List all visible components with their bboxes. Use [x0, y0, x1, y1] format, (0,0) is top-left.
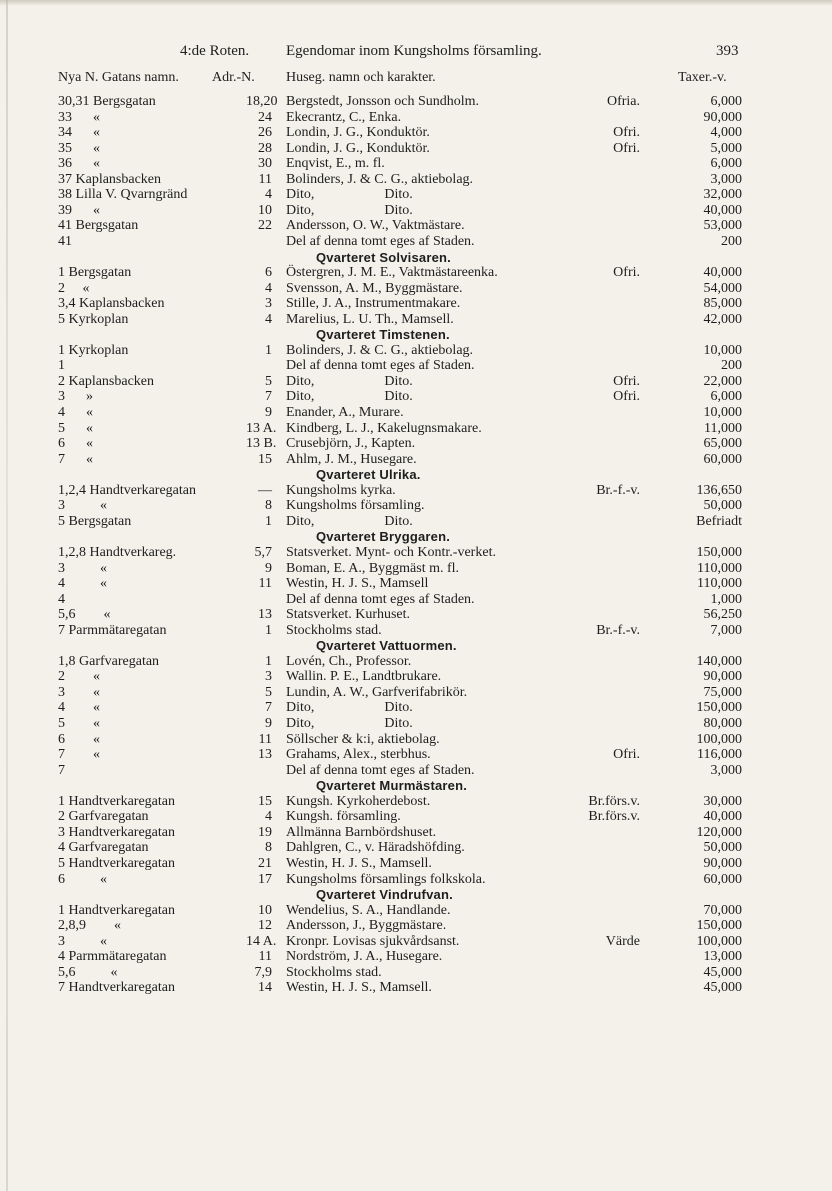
street-address: 5,6 « [58, 607, 111, 622]
property-row [0, 655, 832, 669]
property-row [0, 173, 832, 187]
owner-name: Lovén, Ch., Professor. [286, 654, 412, 669]
owner-name: Kungsholms kyrka. [286, 483, 396, 498]
owner-name: Kindberg, L. J., Kakelugnsmakare. [286, 421, 482, 436]
address-number: 8 [265, 498, 272, 513]
address-number: 22 [258, 218, 272, 233]
owner-name: Stille, J. A., Instrumentmakare. [286, 296, 461, 311]
property-row [0, 686, 832, 700]
property-row [0, 624, 832, 638]
street-address: 7 Parmmätaregatan [58, 623, 167, 638]
address-number: 7 [265, 389, 272, 404]
address-number: 24 [258, 110, 272, 125]
owner-name: Wallin. P. E., Landtbrukare. [286, 669, 442, 684]
street-address: 34 « [58, 125, 100, 140]
address-number: 8 [265, 840, 272, 855]
property-row [0, 701, 832, 715]
address-number: 10 [258, 203, 272, 218]
tax-value: 40,000 [703, 203, 742, 218]
street-address: 5,6 « [58, 965, 118, 980]
address-number: 7 [265, 700, 272, 715]
owner-name: Bolinders, J. & C. G., aktiebolag. [286, 343, 474, 358]
page-top-edge [0, 0, 832, 6]
address-number: 12 [258, 918, 272, 933]
address-number: 11 [258, 732, 272, 747]
owner-name: Del af denna tomt eges af Staden. [286, 763, 475, 778]
street-address: 1 Kyrkoplan [58, 343, 129, 358]
owner-name: Dito, Dito. [286, 187, 413, 202]
street-address: 5 « [58, 716, 100, 731]
street-address: 7 « [58, 452, 93, 467]
property-row [0, 950, 832, 964]
property-row [0, 453, 832, 467]
address-number: 6 [265, 265, 272, 280]
street-address: 1,2,8 Handtverkareg. [58, 545, 177, 560]
owner-name: Dahlgren, C., v. Häradshöfding. [286, 840, 465, 855]
property-row [0, 344, 832, 358]
street-address: 4 Parmmätaregatan [58, 949, 167, 964]
property-row [0, 919, 832, 933]
street-address: 1,2,4 Handtverkaregatan [58, 483, 196, 498]
owner-name: Crusebjörn, J., Kapten. [286, 436, 416, 451]
street-address: 1 Handtverkaregatan [58, 794, 175, 809]
owner-name: Söllscher & k:i, aktiebolag. [286, 732, 440, 747]
owner-name: Andersson, O. W., Vaktmästare. [286, 218, 465, 233]
address-number: 9 [265, 716, 272, 731]
tax-value: 53,000 [703, 218, 742, 233]
ownership-note: Br.förs.v. [588, 794, 640, 809]
property-row [0, 981, 832, 995]
street-address: 3 » [58, 389, 93, 404]
property-row [0, 562, 832, 576]
address-number: — [258, 483, 272, 498]
owner-name: Ekecrantz, C., Enka. [286, 110, 402, 125]
address-number: 14 [258, 980, 272, 995]
address-number: 1 [265, 654, 272, 669]
street-address: 41 [58, 234, 72, 249]
owner-name: Kungsh. Kyrkoherdebost. [286, 794, 431, 809]
quarter-heading: Qvarteret Solvisaren. [316, 250, 451, 265]
owner-name: Bolinders, J. & C. G., aktiebolag. [286, 172, 474, 187]
tax-value: 54,000 [703, 281, 742, 296]
tax-value: 120,000 [696, 825, 742, 840]
tax-value: 65,000 [703, 436, 742, 451]
address-number: 15 [258, 794, 272, 809]
ownership-note: Br.-f.-v. [596, 623, 640, 638]
owner-name: Enqvist, E., m. fl. [286, 156, 385, 171]
street-address: 3 « [58, 685, 100, 700]
owner-name: Westin, H. J. S., Mamsell. [286, 980, 432, 995]
tax-value: 150,000 [696, 918, 742, 933]
street-address: 35 « [58, 141, 100, 156]
header-title: Egendomar inom Kungsholms församling. [286, 43, 542, 59]
property-row [0, 422, 832, 436]
property-row [0, 873, 832, 887]
address-number: 4 [265, 809, 272, 824]
address-number: 26 [258, 125, 272, 140]
tax-value: 100,000 [696, 934, 742, 949]
property-row [0, 204, 832, 218]
address-number: 1 [265, 343, 272, 358]
property-row [0, 764, 832, 778]
street-address: 5 « [58, 421, 93, 436]
tax-value: 32,000 [703, 187, 742, 202]
owner-name: Nordström, J. A., Husegare. [286, 949, 443, 964]
owner-name: Dito, Dito. [286, 203, 413, 218]
street-address: 1 Bergsgatan [58, 265, 132, 280]
tax-value: 50,000 [703, 840, 742, 855]
tax-value: 6,000 [710, 94, 742, 109]
street-address: 3 « [58, 561, 107, 576]
street-address: 7 Handtverkaregatan [58, 980, 175, 995]
owner-name: Kungsholms församlings folkskola. [286, 872, 486, 887]
tax-value: 30,000 [703, 794, 742, 809]
tax-value: 22,000 [703, 374, 742, 389]
address-number: 1 [265, 514, 272, 529]
property-row [0, 406, 832, 420]
property-row [0, 484, 832, 498]
column-header-street: Nya N. Gatans namn. [58, 70, 179, 85]
tax-value: 70,000 [703, 903, 742, 918]
owner-name: Boman, E. A., Byggmäst m. fl. [286, 561, 460, 576]
address-number: 4 [265, 312, 272, 327]
address-number: 3 [265, 296, 272, 311]
tax-value: 75,000 [703, 685, 742, 700]
property-row [0, 359, 832, 373]
address-number: 13 A. [246, 421, 277, 436]
owner-name: Londin, J. G., Konduktör. [286, 141, 430, 156]
tax-value: 60,000 [703, 452, 742, 467]
ownership-note: Ofri. [613, 389, 640, 404]
ownership-note: Ofri. [613, 747, 640, 762]
property-row [0, 515, 832, 529]
property-row [0, 841, 832, 855]
owner-name: Wendelius, S. A., Handlande. [286, 903, 451, 918]
tax-value: Befriadt [696, 514, 742, 529]
address-number: 15 [258, 452, 272, 467]
street-address: 4 « [58, 700, 100, 715]
tax-value: 50,000 [703, 498, 742, 513]
ownership-note: Ofria. [606, 94, 640, 109]
owner-name: Grahams, Alex., sterbhus. [286, 747, 431, 762]
address-number: 19 [258, 825, 272, 840]
street-address: 2 « [58, 281, 90, 296]
tax-value: 90,000 [703, 110, 742, 125]
street-address: 36 « [58, 156, 100, 171]
tax-value: 3,000 [710, 763, 742, 778]
street-address: 3,4 Kaplansbacken [58, 296, 165, 311]
street-address: 1,8 Garfvaregatan [58, 654, 160, 669]
ownership-note: Br.förs.v. [588, 809, 640, 824]
ownership-note: Ofri. [613, 141, 640, 156]
property-row [0, 966, 832, 980]
property-row [0, 608, 832, 622]
owner-name: Stockholms stad. [286, 623, 382, 638]
property-row [0, 904, 832, 918]
street-address: 5 Kyrkoplan [58, 312, 129, 327]
street-address: 37 Kaplansbacken [58, 172, 162, 187]
owner-name: Bergstedt, Jonsson och Sundholm. [286, 94, 480, 109]
property-row [0, 157, 832, 171]
owner-name: Östergren, J. M. E., Vaktmästareenka. [286, 265, 498, 280]
address-number: 13 [258, 607, 272, 622]
tax-value: 100,000 [696, 732, 742, 747]
street-address: 6 « [58, 872, 107, 887]
tax-value: 150,000 [696, 545, 742, 560]
property-row [0, 717, 832, 731]
address-number: 30 [258, 156, 272, 171]
street-address: 30,31 Bergsgatan [58, 94, 156, 109]
tax-value: 110,000 [697, 576, 742, 591]
property-row [0, 142, 832, 156]
street-address: 4 Garfvaregatan [58, 840, 149, 855]
street-address: 6 « [58, 732, 100, 747]
tax-value: 80,000 [703, 716, 742, 731]
address-number: 5 [265, 374, 272, 389]
street-address: 2 Garfvaregatan [58, 809, 149, 824]
street-address: 2,8,9 « [58, 918, 121, 933]
owner-name: Westin, H. J. S., Mamsell. [286, 856, 432, 871]
owner-name: Kungsh. församling. [286, 809, 401, 824]
property-row [0, 235, 832, 249]
street-address: 3 « [58, 498, 107, 513]
owner-name: Dito, Dito. [286, 374, 413, 389]
street-address: 2 « [58, 669, 100, 684]
column-header-owner: Huseg. namn och karakter. [286, 70, 436, 85]
tax-value: 1,000 [710, 592, 742, 607]
address-number: 21 [258, 856, 272, 871]
property-row [0, 935, 832, 949]
property-row [0, 297, 832, 311]
owner-name: Dito, Dito. [286, 514, 413, 529]
property-row [0, 437, 832, 451]
column-header-tax: Taxer.-v. [678, 70, 727, 85]
address-number: 13 B. [246, 436, 277, 451]
tax-value: 140,000 [696, 654, 742, 669]
street-address: 39 « [58, 203, 100, 218]
ownership-note: Värde [605, 934, 640, 949]
address-number: 1 [265, 623, 272, 638]
tax-value: 90,000 [703, 856, 742, 871]
street-address: 4 « [58, 576, 107, 591]
street-address: 2 Kaplansbacken [58, 374, 155, 389]
address-number: 4 [265, 187, 272, 202]
property-row [0, 546, 832, 560]
owner-name: Kronpr. Lovisas sjukvårdsanst. [286, 934, 460, 949]
owner-name: Del af denna tomt eges af Staden. [286, 234, 475, 249]
property-row [0, 375, 832, 389]
property-row [0, 748, 832, 762]
tax-value: 200 [721, 358, 742, 373]
street-address: 5 Handtverkaregatan [58, 856, 175, 871]
owner-name: Statsverket. Kurhuset. [286, 607, 411, 622]
address-number: 11 [258, 172, 272, 187]
property-row [0, 188, 832, 202]
tax-value: 3,000 [710, 172, 742, 187]
tax-value: 116,000 [697, 747, 742, 762]
tax-value: 150,000 [696, 700, 742, 715]
owner-name: Dito, Dito. [286, 700, 413, 715]
owner-name: Westin, H. J. S., Mamsell [286, 576, 429, 591]
header-district: 4:de Roten. [180, 43, 250, 59]
owner-name: Svensson, A. M., Byggmästare. [286, 281, 463, 296]
address-number: 11 [258, 949, 272, 964]
property-row [0, 111, 832, 125]
owner-name: Dito, Dito. [286, 716, 413, 731]
tax-value: 7,000 [710, 623, 742, 638]
quarter-heading: Qvarteret Bryggaren. [316, 529, 451, 544]
tax-value: 200 [721, 234, 742, 249]
property-row [0, 95, 832, 109]
address-number: 4 [265, 281, 272, 296]
street-address: 1 Handtverkaregatan [58, 903, 175, 918]
tax-value: 10,000 [703, 405, 742, 420]
property-row [0, 810, 832, 824]
address-number: 17 [258, 872, 272, 887]
tax-value: 5,000 [710, 141, 742, 156]
owner-name: Marelius, L. U. Th., Mamsell. [286, 312, 454, 327]
owner-name: Statsverket. Mynt- och Kontr.-verket. [286, 545, 496, 560]
property-row [0, 593, 832, 607]
property-row [0, 795, 832, 809]
street-address: 38 Lilla V. Qvarngränd [58, 187, 188, 202]
tax-value: 4,000 [710, 125, 742, 140]
address-number: 9 [265, 561, 272, 576]
tax-value: 40,000 [703, 265, 742, 280]
tax-value: 60,000 [703, 872, 742, 887]
property-row [0, 577, 832, 591]
page-number: 393 [716, 43, 739, 59]
property-row [0, 733, 832, 747]
address-number: 3 [265, 669, 272, 684]
address-number: 10 [258, 903, 272, 918]
property-row [0, 313, 832, 327]
street-address: 7 « [58, 747, 100, 762]
tax-value: 40,000 [703, 809, 742, 824]
tax-value: 85,000 [703, 296, 742, 311]
property-row [0, 499, 832, 513]
owner-name: Stockholms stad. [286, 965, 382, 980]
address-number: 18,20 [246, 94, 278, 109]
tax-value: 10,000 [703, 343, 742, 358]
street-address: 5 Bergsgatan [58, 514, 132, 529]
street-address: 3 Handtverkaregatan [58, 825, 175, 840]
owner-name: Allmänna Barnbördshuset. [286, 825, 437, 840]
address-number: 9 [265, 405, 272, 420]
owner-name: Dito, Dito. [286, 389, 413, 404]
street-address: 3 « [58, 934, 107, 949]
owner-name: Del af denna tomt eges af Staden. [286, 358, 475, 373]
property-row [0, 670, 832, 684]
property-row [0, 126, 832, 140]
property-row [0, 826, 832, 840]
owner-name: Lundin, A. W., Garfverifabrikör. [286, 685, 468, 700]
property-row [0, 266, 832, 280]
address-number: 5 [265, 685, 272, 700]
owner-name: Londin, J. G., Konduktör. [286, 125, 430, 140]
tax-value: 6,000 [710, 156, 742, 171]
owner-name: Del af denna tomt eges af Staden. [286, 592, 475, 607]
property-row [0, 390, 832, 404]
quarter-heading: Qvarteret Vindrufvan. [316, 887, 453, 902]
street-address: 6 « [58, 436, 93, 451]
address-number: 5,7 [254, 545, 272, 560]
quarter-heading: Qvarteret Timstenen. [316, 327, 450, 342]
street-address: 7 [58, 763, 65, 778]
tax-value: 90,000 [703, 669, 742, 684]
tax-value: 11,000 [704, 421, 742, 436]
address-number: 28 [258, 141, 272, 156]
ownership-note: Br.-f.-v. [596, 483, 640, 498]
street-address: 1 [58, 358, 65, 373]
ownership-note: Ofri. [613, 374, 640, 389]
owner-name: Andersson, J., Byggmästare. [286, 918, 447, 933]
tax-value: 45,000 [703, 980, 742, 995]
property-row [0, 857, 832, 871]
property-row [0, 219, 832, 233]
owner-name: Kungsholms församling. [286, 498, 425, 513]
tax-value: 13,000 [703, 949, 742, 964]
address-number: 11 [258, 576, 272, 591]
quarter-heading: Qvarteret Ulrika. [316, 467, 421, 482]
address-number: 13 [258, 747, 272, 762]
address-number: 14 A. [246, 934, 277, 949]
owner-name: Enander, A., Murare. [286, 405, 404, 420]
tax-value: 45,000 [703, 965, 742, 980]
ownership-note: Ofri. [613, 265, 640, 280]
property-row [0, 282, 832, 296]
page-header [180, 42, 780, 60]
quarter-heading: Qvarteret Murmästaren. [316, 778, 468, 793]
street-address: 33 « [58, 110, 100, 125]
tax-value: 56,250 [703, 607, 742, 622]
street-address: 41 Bergsgatan [58, 218, 139, 233]
address-number: 7,9 [254, 965, 272, 980]
quarter-heading: Qvarteret Vattuormen. [316, 638, 457, 653]
street-address: 4 « [58, 405, 93, 420]
tax-value: 6,000 [710, 389, 742, 404]
tax-value: 136,650 [696, 483, 742, 498]
owner-name: Ahlm, J. M., Husegare. [286, 452, 417, 467]
ownership-note: Ofri. [613, 125, 640, 140]
tax-value: 42,000 [703, 312, 742, 327]
tax-value: 110,000 [697, 561, 742, 576]
street-address: 4 [58, 592, 65, 607]
column-header-address-number: Adr.-N. [212, 70, 255, 85]
